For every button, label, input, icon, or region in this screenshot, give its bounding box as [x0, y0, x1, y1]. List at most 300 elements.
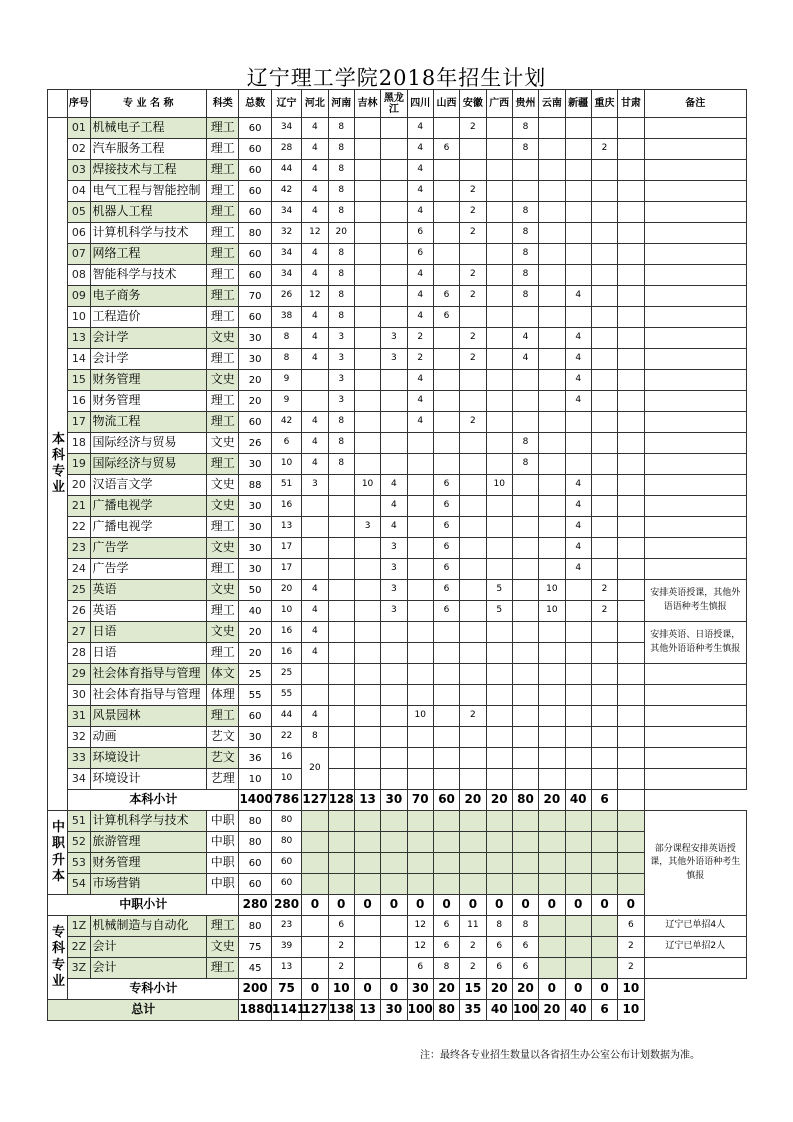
quota-cell [354, 538, 380, 559]
quota-cell: 20 [271, 580, 301, 601]
quota-cell [539, 622, 565, 643]
quota-cell: 6 [433, 538, 459, 559]
quota-cell [433, 181, 459, 202]
quota-cell [486, 370, 512, 391]
quota-cell [565, 832, 591, 853]
quota-cell: 6 [486, 958, 512, 979]
subtotal-value: 280 [271, 895, 301, 916]
quota-cell [460, 664, 486, 685]
quota-cell: 4 [302, 118, 328, 139]
quota-cell [354, 328, 380, 349]
quota-cell [618, 853, 644, 874]
quota-cell [591, 349, 617, 370]
quota-cell [539, 538, 565, 559]
row-number: 03 [68, 160, 90, 181]
quota-cell [381, 622, 407, 643]
quota-cell [381, 202, 407, 223]
header-cell: 安徽 [460, 90, 486, 118]
remarks-cell [644, 475, 747, 496]
quota-cell [302, 538, 328, 559]
quota-cell [539, 685, 565, 706]
quota-cell [328, 685, 354, 706]
quota-cell [460, 475, 486, 496]
quota-cell: 4 [302, 244, 328, 265]
grand-total-value: 20 [539, 1000, 565, 1021]
quota-cell [460, 601, 486, 622]
subtotal-value: 1400 [239, 790, 271, 811]
table-row [48, 622, 747, 643]
subtotal-value: 786 [271, 790, 301, 811]
quota-cell: 6 [433, 916, 459, 937]
quota-cell [591, 874, 617, 895]
quota-cell [486, 853, 512, 874]
quota-cell [565, 685, 591, 706]
row-number: 07 [68, 244, 90, 265]
quota-cell [618, 160, 644, 181]
quota-cell [512, 664, 538, 685]
vocational-subtotal-row [48, 895, 747, 916]
quota-cell [354, 769, 380, 790]
row-number: 1Z [68, 916, 90, 937]
remarks-cell [644, 223, 747, 244]
table-row [48, 517, 747, 538]
quota-cell [381, 706, 407, 727]
total-count: 30 [239, 727, 271, 748]
total-count: 80 [239, 223, 271, 244]
quota-cell [460, 769, 486, 790]
section-label: 中职升本 [48, 811, 68, 895]
quota-cell [407, 748, 433, 769]
quota-cell [407, 643, 433, 664]
quota-cell [565, 433, 591, 454]
major-name: 智能科学与技术 [90, 265, 207, 286]
quota-cell [460, 748, 486, 769]
quota-cell: 2 [460, 265, 486, 286]
quota-cell [618, 370, 644, 391]
quota-cell [618, 559, 644, 580]
total-count: 60 [239, 853, 271, 874]
major-name: 环境设计 [90, 769, 207, 790]
quota-cell [354, 160, 380, 181]
quota-cell: 4 [565, 391, 591, 412]
quota-cell: 2 [591, 139, 617, 160]
subtotal-value: 128 [328, 790, 354, 811]
quota-cell [354, 454, 380, 475]
total-count: 60 [239, 706, 271, 727]
quota-cell: 4 [407, 286, 433, 307]
quota-cell: 8 [328, 412, 354, 433]
table-row [48, 370, 747, 391]
subject-type: 理工 [207, 916, 239, 937]
major-name: 财务管理 [90, 853, 207, 874]
grand-total-value: 100 [407, 1000, 433, 1021]
subject-type: 体理 [207, 685, 239, 706]
remarks-cell [644, 307, 747, 328]
quota-cell [539, 853, 565, 874]
quota-cell [381, 181, 407, 202]
quota-cell [381, 727, 407, 748]
table-row [48, 160, 747, 181]
major-name: 环境设计 [90, 748, 207, 769]
row-number: 01 [68, 118, 90, 139]
quota-cell [302, 496, 328, 517]
row-number: 08 [68, 265, 90, 286]
quota-cell: 2 [460, 118, 486, 139]
quota-cell [539, 664, 565, 685]
remarks-cell [644, 433, 747, 454]
quota-cell [460, 139, 486, 160]
quota-cell [328, 811, 354, 832]
quota-cell: 8 [328, 181, 354, 202]
subtotal-value: 0 [302, 895, 328, 916]
subject-type: 文史 [207, 538, 239, 559]
quota-cell [486, 244, 512, 265]
section-label: 专科专业 [48, 916, 68, 1000]
quota-cell [591, 937, 617, 958]
total-count: 30 [239, 559, 271, 580]
quota-cell [539, 811, 565, 832]
quota-cell [512, 181, 538, 202]
quota-cell: 39 [271, 937, 301, 958]
quota-cell [512, 811, 538, 832]
subtotal-value: 0 [354, 895, 380, 916]
quota-cell [486, 118, 512, 139]
quota-cell [591, 475, 617, 496]
remarks-cell: 安排英语授课，其他外语语种考生慎报 [644, 580, 747, 622]
subject-type: 理工 [207, 118, 239, 139]
quota-cell [381, 433, 407, 454]
row-number: 24 [68, 559, 90, 580]
remarks-cell [644, 391, 747, 412]
subtotal-value: 13 [354, 790, 380, 811]
header-cell: 甘肃 [618, 90, 644, 118]
grand-total-row [48, 1000, 747, 1021]
quota-cell: 12 [407, 937, 433, 958]
quota-cell: 5 [486, 580, 512, 601]
quota-cell: 6 [407, 244, 433, 265]
quota-cell [354, 391, 380, 412]
subtotal-label: 专科小计 [68, 979, 239, 1000]
major-name: 机器人工程 [90, 202, 207, 223]
quota-cell: 2 [618, 937, 644, 958]
quota-cell [302, 391, 328, 412]
subject-type: 理工 [207, 391, 239, 412]
quota-cell [407, 538, 433, 559]
quota-cell [433, 622, 459, 643]
quota-cell: 8 [328, 244, 354, 265]
quota-cell: 16 [271, 643, 301, 664]
quota-cell: 6 [433, 937, 459, 958]
quota-cell [433, 853, 459, 874]
table-row [48, 223, 747, 244]
quota-cell [539, 454, 565, 475]
quota-cell [618, 832, 644, 853]
quota-cell [433, 391, 459, 412]
major-name: 社会体育指导与管理 [90, 685, 207, 706]
quota-cell: 4 [565, 538, 591, 559]
quota-cell [354, 349, 380, 370]
quota-cell [302, 664, 328, 685]
row-number: 04 [68, 181, 90, 202]
quota-cell: 11 [460, 916, 486, 937]
subtotal-value: 0 [381, 979, 407, 1000]
quota-cell [328, 853, 354, 874]
quota-cell: 2 [460, 706, 486, 727]
quota-cell: 8 [328, 286, 354, 307]
row-number: 33 [68, 748, 90, 769]
total-count: 25 [239, 664, 271, 685]
quota-cell [565, 706, 591, 727]
quota-cell [328, 769, 354, 790]
quota-cell: 6 [512, 937, 538, 958]
remarks-cell [644, 370, 747, 391]
subject-type: 理工 [207, 139, 239, 160]
quota-cell: 6 [512, 958, 538, 979]
quota-cell: 4 [565, 496, 591, 517]
major-name: 旅游管理 [90, 832, 207, 853]
quota-cell [565, 601, 591, 622]
quota-cell: 8 [271, 328, 301, 349]
remarks-cell [644, 748, 747, 769]
total-count: 80 [239, 811, 271, 832]
quota-cell [618, 496, 644, 517]
subject-type: 理工 [207, 202, 239, 223]
quota-cell: 4 [565, 328, 591, 349]
quota-cell [618, 874, 644, 895]
remarks-cell: 安排英语、日语授课，其他外语语种考生慎报 [644, 622, 747, 664]
subtotal-value: 0 [591, 979, 617, 1000]
quota-cell: 55 [271, 685, 301, 706]
major-name: 动画 [90, 727, 207, 748]
row-number: 51 [68, 811, 90, 832]
quota-cell [328, 475, 354, 496]
total-count: 60 [239, 307, 271, 328]
quota-cell: 42 [271, 181, 301, 202]
quota-cell [381, 874, 407, 895]
quota-cell: 17 [271, 538, 301, 559]
quota-cell [460, 244, 486, 265]
quota-cell: 3 [381, 580, 407, 601]
quota-cell [433, 706, 459, 727]
quota-cell: 22 [271, 727, 301, 748]
total-count: 40 [239, 601, 271, 622]
major-name: 会计学 [90, 328, 207, 349]
total-count: 30 [239, 517, 271, 538]
quota-cell: 42 [271, 412, 301, 433]
header-cell: 重庆 [591, 90, 617, 118]
remarks-cell [644, 286, 747, 307]
quota-cell: 4 [407, 370, 433, 391]
quota-cell [486, 328, 512, 349]
quota-cell: 4 [381, 496, 407, 517]
quota-cell: 2 [460, 286, 486, 307]
quota-cell [354, 244, 380, 265]
quota-cell: 2 [460, 202, 486, 223]
quota-cell [381, 265, 407, 286]
quota-cell [381, 139, 407, 160]
total-count: 50 [239, 580, 271, 601]
row-number: 02 [68, 139, 90, 160]
grand-total-value: 1880 [239, 1000, 271, 1021]
quota-cell [354, 916, 380, 937]
quota-cell [433, 811, 459, 832]
quota-cell [460, 391, 486, 412]
quota-cell [512, 832, 538, 853]
quota-cell [381, 370, 407, 391]
quota-cell: 8 [486, 916, 512, 937]
quota-cell: 80 [271, 832, 301, 853]
quota-cell [460, 685, 486, 706]
major-name: 汽车服务工程 [90, 139, 207, 160]
row-number: 22 [68, 517, 90, 538]
quota-cell [354, 874, 380, 895]
quota-cell [512, 412, 538, 433]
quota-cell [328, 832, 354, 853]
quota-cell [460, 874, 486, 895]
table-row [48, 412, 747, 433]
total-count: 88 [239, 475, 271, 496]
quota-cell: 3 [381, 601, 407, 622]
table-row [48, 937, 747, 958]
major-name: 电气工程与智能控制 [90, 181, 207, 202]
quota-cell [539, 769, 565, 790]
quota-cell [354, 664, 380, 685]
quota-cell [433, 664, 459, 685]
subtotal-label: 本科小计 [68, 790, 239, 811]
subtotal-value: 30 [407, 979, 433, 1000]
grand-total-value: 40 [565, 1000, 591, 1021]
quota-cell [328, 727, 354, 748]
subtotal-value: 0 [539, 895, 565, 916]
quota-cell: 8 [328, 265, 354, 286]
quota-cell: 60 [271, 853, 301, 874]
remarks-cell: 部分课程安排英语授课，其他外语语种考生慎报 [644, 811, 747, 916]
quota-cell [591, 307, 617, 328]
quota-cell: 13 [271, 517, 301, 538]
table-row [48, 874, 747, 895]
major-name: 广告学 [90, 559, 207, 580]
quota-cell [565, 202, 591, 223]
quota-cell: 4 [302, 643, 328, 664]
quota-cell [328, 580, 354, 601]
quota-cell [354, 622, 380, 643]
major-name: 社会体育指导与管理 [90, 664, 207, 685]
quota-cell [539, 349, 565, 370]
subject-type: 理工 [207, 517, 239, 538]
quota-cell [486, 139, 512, 160]
quota-cell: 44 [271, 160, 301, 181]
total-count: 30 [239, 328, 271, 349]
quota-cell: 4 [407, 139, 433, 160]
quota-cell: 34 [271, 244, 301, 265]
quota-cell [460, 307, 486, 328]
remarks-cell [644, 139, 747, 160]
quota-cell [433, 874, 459, 895]
quota-cell: 80 [271, 811, 301, 832]
remarks-cell [644, 538, 747, 559]
quota-cell: 26 [271, 286, 301, 307]
major-name: 广播电视学 [90, 496, 207, 517]
quota-cell [381, 160, 407, 181]
quota-cell [381, 664, 407, 685]
subject-type: 体文 [207, 664, 239, 685]
quota-cell: 3 [381, 559, 407, 580]
quota-cell [565, 412, 591, 433]
grand-total-value: 100 [512, 1000, 538, 1021]
quota-cell: 32 [271, 223, 301, 244]
quota-cell [354, 748, 380, 769]
quota-cell [512, 391, 538, 412]
subtotal-value: 0 [618, 895, 644, 916]
quota-cell [460, 160, 486, 181]
total-count: 60 [239, 139, 271, 160]
quota-cell [591, 181, 617, 202]
quota-cell: 6 [433, 580, 459, 601]
quota-cell: 4 [302, 328, 328, 349]
header-row [48, 90, 747, 118]
row-number: 21 [68, 496, 90, 517]
major-name: 焊接技术与工程 [90, 160, 207, 181]
remarks-cell [644, 349, 747, 370]
row-number: 32 [68, 727, 90, 748]
quota-cell [460, 811, 486, 832]
quota-cell: 4 [302, 307, 328, 328]
quota-cell [381, 685, 407, 706]
quota-cell: 6 [433, 307, 459, 328]
quota-cell: 34 [271, 118, 301, 139]
row-number: 09 [68, 286, 90, 307]
quota-cell [618, 664, 644, 685]
quota-cell [354, 433, 380, 454]
subject-type: 文史 [207, 370, 239, 391]
quota-cell [433, 643, 459, 664]
quota-cell [354, 412, 380, 433]
table-row [48, 748, 747, 769]
quota-cell: 6 [407, 958, 433, 979]
quota-cell [354, 496, 380, 517]
subject-type: 理工 [207, 181, 239, 202]
subject-type: 文史 [207, 433, 239, 454]
subtotal-value: 20 [433, 979, 459, 1000]
quota-cell [591, 538, 617, 559]
quota-cell [302, 517, 328, 538]
subtotal-value: 20 [460, 790, 486, 811]
major-name: 机械制造与自动化 [90, 916, 207, 937]
quota-cell [565, 874, 591, 895]
grand-total-label: 总计 [48, 1000, 239, 1021]
grand-total-value: 30 [381, 1000, 407, 1021]
major-name: 国际经济与贸易 [90, 454, 207, 475]
quota-cell [460, 496, 486, 517]
quota-cell [512, 706, 538, 727]
quota-cell [302, 685, 328, 706]
quota-cell: 20 [302, 748, 328, 790]
major-name: 日语 [90, 622, 207, 643]
major-name: 财务管理 [90, 391, 207, 412]
quota-cell: 10 [271, 601, 301, 622]
quota-cell: 8 [328, 433, 354, 454]
quota-cell: 8 [512, 265, 538, 286]
row-number: 28 [68, 643, 90, 664]
subtotal-value: 200 [239, 979, 271, 1000]
subtotal-value: 0 [539, 979, 565, 1000]
quota-cell [591, 328, 617, 349]
quota-cell [433, 349, 459, 370]
quota-cell [486, 748, 512, 769]
quota-cell [591, 370, 617, 391]
quota-cell [591, 916, 617, 937]
table-row [48, 538, 747, 559]
